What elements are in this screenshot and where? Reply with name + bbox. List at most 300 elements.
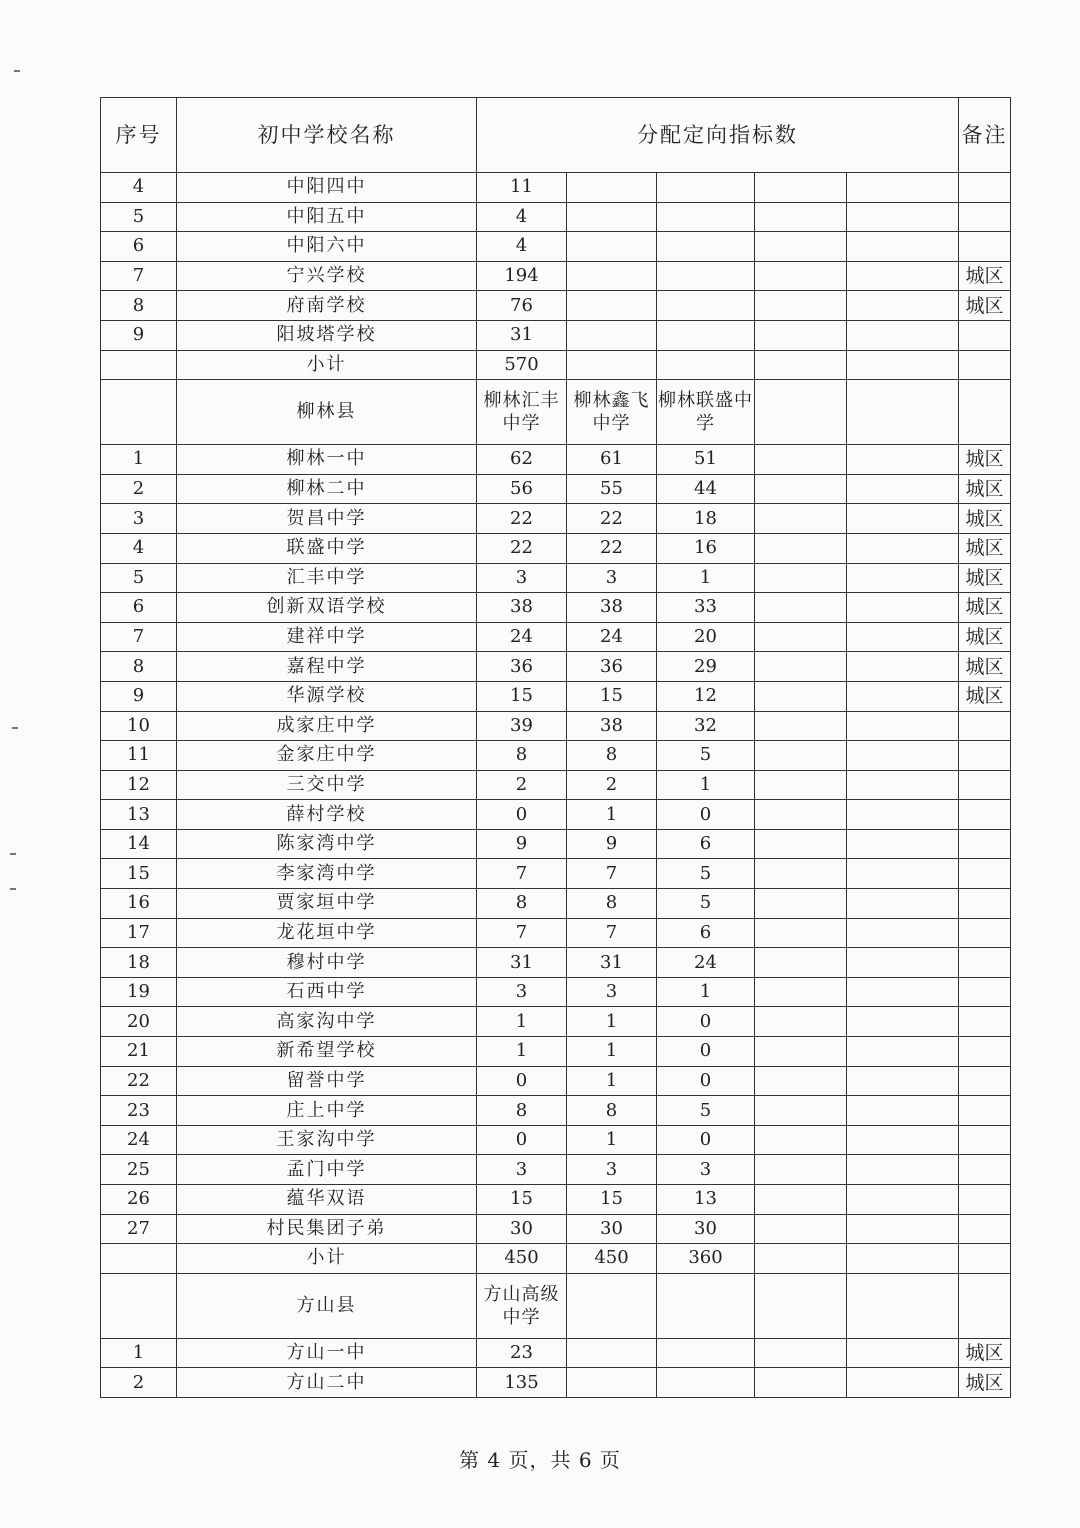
note-cell: 城区 bbox=[959, 1338, 1011, 1368]
row-index: 4 bbox=[101, 173, 177, 203]
quota-cell bbox=[567, 1368, 657, 1398]
school-name: 孟门中学 bbox=[177, 1155, 477, 1185]
quota-cell bbox=[847, 800, 959, 830]
quota-cell: 5 bbox=[657, 1096, 755, 1126]
quota-cell: 51 bbox=[657, 445, 755, 475]
quota-cell bbox=[567, 291, 657, 321]
row-index: 3 bbox=[101, 504, 177, 534]
note-cell bbox=[959, 1273, 1011, 1338]
quota-cell bbox=[847, 1185, 959, 1215]
quota-cell bbox=[847, 741, 959, 771]
quota-cell: 24 bbox=[477, 622, 567, 652]
senior-school-name bbox=[847, 1273, 959, 1338]
quota-cell: 38 bbox=[567, 711, 657, 741]
note-cell bbox=[959, 1096, 1011, 1126]
quota-cell: 18 bbox=[657, 504, 755, 534]
quota-cell: 135 bbox=[477, 1368, 567, 1398]
note-cell bbox=[959, 800, 1011, 830]
row-index: 21 bbox=[101, 1037, 177, 1067]
school-name: 村民集团子弟 bbox=[177, 1214, 477, 1244]
table-row bbox=[101, 563, 1011, 593]
quota-cell: 1 bbox=[657, 977, 755, 1007]
quota-cell bbox=[567, 202, 657, 232]
row-index: 12 bbox=[101, 770, 177, 800]
quota-cell: 0 bbox=[657, 1007, 755, 1037]
quota-cell bbox=[755, 1037, 847, 1067]
quota-cell: 9 bbox=[477, 829, 567, 859]
table-row bbox=[101, 711, 1011, 741]
quota-cell: 39 bbox=[477, 711, 567, 741]
school-name: 汇丰中学 bbox=[177, 563, 477, 593]
quota-cell bbox=[847, 1096, 959, 1126]
school-name: 创新双语学校 bbox=[177, 593, 477, 623]
quota-cell: 0 bbox=[657, 1066, 755, 1096]
quota-cell bbox=[755, 1066, 847, 1096]
school-name: 府南学校 bbox=[177, 291, 477, 321]
table-row bbox=[101, 1125, 1011, 1155]
scan-mark bbox=[10, 853, 16, 855]
note-cell bbox=[959, 889, 1011, 919]
county-name: 柳林县 bbox=[177, 380, 477, 445]
table-header-row bbox=[101, 98, 1011, 173]
school-name: 新希望学校 bbox=[177, 1037, 477, 1067]
quota-cell bbox=[755, 202, 847, 232]
table-row bbox=[101, 622, 1011, 652]
quota-cell bbox=[657, 350, 755, 380]
quota-cell bbox=[657, 1368, 755, 1398]
table-row bbox=[101, 859, 1011, 889]
quota-cell bbox=[847, 504, 959, 534]
quota-cell: 7 bbox=[567, 859, 657, 889]
quota-cell: 6 bbox=[657, 829, 755, 859]
quota-cell bbox=[657, 202, 755, 232]
school-name: 建祥中学 bbox=[177, 622, 477, 652]
school-name: 华源学校 bbox=[177, 681, 477, 711]
row-index bbox=[101, 1244, 177, 1274]
quota-cell: 450 bbox=[477, 1244, 567, 1274]
quota-cell bbox=[755, 948, 847, 978]
note-cell bbox=[959, 1185, 1011, 1215]
note-cell: 城区 bbox=[959, 261, 1011, 291]
table-row bbox=[101, 770, 1011, 800]
quota-cell bbox=[847, 977, 959, 1007]
quota-cell: 1 bbox=[567, 1037, 657, 1067]
row-index: 6 bbox=[101, 593, 177, 623]
table-row bbox=[101, 1368, 1011, 1398]
row-index: 25 bbox=[101, 1155, 177, 1185]
note-cell: 城区 bbox=[959, 593, 1011, 623]
quota-cell: 194 bbox=[477, 261, 567, 291]
school-name: 小计 bbox=[177, 350, 477, 380]
quota-cell: 31 bbox=[477, 320, 567, 350]
quota-cell bbox=[755, 1125, 847, 1155]
note-cell bbox=[959, 350, 1011, 380]
quota-cell: 8 bbox=[567, 741, 657, 771]
quota-cell bbox=[755, 741, 847, 771]
quota-cell bbox=[755, 1368, 847, 1398]
quota-cell: 31 bbox=[477, 948, 567, 978]
table-row bbox=[101, 1214, 1011, 1244]
quota-cell: 8 bbox=[477, 741, 567, 771]
quota-cell bbox=[755, 918, 847, 948]
quota-cell: 29 bbox=[657, 652, 755, 682]
quota-cell bbox=[567, 173, 657, 203]
school-name: 蕴华双语 bbox=[177, 1185, 477, 1215]
quota-cell: 76 bbox=[477, 291, 567, 321]
scan-mark bbox=[14, 70, 20, 72]
school-name: 方山一中 bbox=[177, 1338, 477, 1368]
note-cell bbox=[959, 320, 1011, 350]
quota-cell bbox=[755, 829, 847, 859]
row-index bbox=[101, 350, 177, 380]
quota-cell bbox=[847, 533, 959, 563]
quota-cell: 570 bbox=[477, 350, 567, 380]
quota-cell: 24 bbox=[567, 622, 657, 652]
quota-cell: 33 bbox=[657, 593, 755, 623]
row-index: 8 bbox=[101, 291, 177, 321]
quota-cell bbox=[755, 859, 847, 889]
row-index: 2 bbox=[101, 1368, 177, 1398]
row-index: 27 bbox=[101, 1214, 177, 1244]
school-name: 薛村学校 bbox=[177, 800, 477, 830]
scan-mark bbox=[12, 727, 18, 729]
quota-cell: 9 bbox=[567, 829, 657, 859]
table-row bbox=[101, 320, 1011, 350]
table-row bbox=[101, 1066, 1011, 1096]
quota-cell bbox=[755, 291, 847, 321]
quota-cell bbox=[847, 829, 959, 859]
quota-cell: 3 bbox=[657, 1155, 755, 1185]
quota-cell bbox=[755, 889, 847, 919]
quota-cell bbox=[847, 593, 959, 623]
table-row bbox=[101, 948, 1011, 978]
header-school-name: 初中学校名称 bbox=[177, 98, 477, 173]
quota-cell: 30 bbox=[477, 1214, 567, 1244]
school-name: 贾家垣中学 bbox=[177, 889, 477, 919]
quota-cell: 1 bbox=[477, 1037, 567, 1067]
quota-cell: 5 bbox=[657, 741, 755, 771]
table-row bbox=[101, 800, 1011, 830]
quota-cell bbox=[755, 1185, 847, 1215]
senior-school-name: 柳林汇丰中学 bbox=[477, 380, 567, 445]
quota-cell bbox=[847, 291, 959, 321]
row-index: 24 bbox=[101, 1125, 177, 1155]
quota-cell bbox=[755, 800, 847, 830]
quota-cell: 0 bbox=[657, 1037, 755, 1067]
senior-school-name: 柳林鑫飞中学 bbox=[567, 380, 657, 445]
quota-cell bbox=[847, 948, 959, 978]
quota-cell bbox=[755, 622, 847, 652]
note-cell: 城区 bbox=[959, 474, 1011, 504]
quota-cell bbox=[847, 1244, 959, 1274]
county-group-row bbox=[101, 1273, 1011, 1338]
quota-cell bbox=[847, 711, 959, 741]
header-index: 序号 bbox=[101, 98, 177, 173]
quota-cell: 5 bbox=[657, 889, 755, 919]
quota-cell: 56 bbox=[477, 474, 567, 504]
quota-cell bbox=[847, 889, 959, 919]
quota-cell bbox=[847, 622, 959, 652]
school-name: 庄上中学 bbox=[177, 1096, 477, 1126]
table-row bbox=[101, 504, 1011, 534]
quota-cell: 8 bbox=[567, 1096, 657, 1126]
row-index: 6 bbox=[101, 232, 177, 262]
quota-cell bbox=[755, 445, 847, 475]
quota-cell: 3 bbox=[477, 563, 567, 593]
note-cell bbox=[959, 380, 1011, 445]
school-name: 三交中学 bbox=[177, 770, 477, 800]
quota-cell: 36 bbox=[567, 652, 657, 682]
quota-cell: 0 bbox=[477, 1125, 567, 1155]
quota-cell bbox=[657, 173, 755, 203]
note-cell bbox=[959, 829, 1011, 859]
quota-cell: 0 bbox=[477, 800, 567, 830]
quota-cell bbox=[847, 1155, 959, 1185]
quota-cell bbox=[755, 1338, 847, 1368]
quota-cell: 16 bbox=[657, 533, 755, 563]
quota-cell bbox=[847, 859, 959, 889]
note-cell bbox=[959, 1244, 1011, 1274]
note-cell: 城区 bbox=[959, 291, 1011, 321]
scan-mark bbox=[10, 888, 16, 890]
quota-cell bbox=[567, 1338, 657, 1368]
school-name: 联盛中学 bbox=[177, 533, 477, 563]
quota-cell bbox=[755, 1096, 847, 1126]
quota-cell bbox=[755, 770, 847, 800]
table-row bbox=[101, 681, 1011, 711]
quota-cell: 4 bbox=[477, 232, 567, 262]
quota-cell: 4 bbox=[477, 202, 567, 232]
table-row bbox=[101, 829, 1011, 859]
quota-cell: 3 bbox=[477, 1155, 567, 1185]
row-index: 15 bbox=[101, 859, 177, 889]
school-name: 阳坡塔学校 bbox=[177, 320, 477, 350]
quota-cell: 31 bbox=[567, 948, 657, 978]
row-index: 18 bbox=[101, 948, 177, 978]
quota-cell bbox=[755, 320, 847, 350]
quota-cell: 8 bbox=[477, 1096, 567, 1126]
school-name: 穆村中学 bbox=[177, 948, 477, 978]
quota-cell bbox=[847, 1125, 959, 1155]
row-index: 26 bbox=[101, 1185, 177, 1215]
table-row bbox=[101, 652, 1011, 682]
quota-cell bbox=[567, 232, 657, 262]
school-name: 石西中学 bbox=[177, 977, 477, 1007]
quota-cell bbox=[847, 1066, 959, 1096]
quota-cell bbox=[755, 350, 847, 380]
school-name: 柳林一中 bbox=[177, 445, 477, 475]
table-row bbox=[101, 1007, 1011, 1037]
row-index: 8 bbox=[101, 652, 177, 682]
quota-cell bbox=[755, 504, 847, 534]
quota-cell: 7 bbox=[567, 918, 657, 948]
note-cell bbox=[959, 232, 1011, 262]
note-cell bbox=[959, 1214, 1011, 1244]
note-cell bbox=[959, 1007, 1011, 1037]
note-cell: 城区 bbox=[959, 533, 1011, 563]
quota-cell bbox=[847, 1007, 959, 1037]
quota-cell: 32 bbox=[657, 711, 755, 741]
quota-cell bbox=[755, 1007, 847, 1037]
quota-cell bbox=[847, 261, 959, 291]
quota-cell bbox=[567, 350, 657, 380]
quota-cell bbox=[755, 1214, 847, 1244]
quota-cell: 1 bbox=[567, 1125, 657, 1155]
row-index: 2 bbox=[101, 474, 177, 504]
row-index: 7 bbox=[101, 261, 177, 291]
county-group-row bbox=[101, 380, 1011, 445]
table-row bbox=[101, 1244, 1011, 1274]
quota-cell bbox=[657, 291, 755, 321]
table-row bbox=[101, 474, 1011, 504]
quota-cell: 8 bbox=[477, 889, 567, 919]
row-index: 9 bbox=[101, 681, 177, 711]
quota-cell: 1 bbox=[567, 1066, 657, 1096]
quota-cell: 8 bbox=[567, 889, 657, 919]
note-cell: 城区 bbox=[959, 622, 1011, 652]
quota-cell bbox=[755, 173, 847, 203]
quota-cell: 44 bbox=[657, 474, 755, 504]
quota-cell: 360 bbox=[657, 1244, 755, 1274]
quota-cell: 15 bbox=[477, 1185, 567, 1215]
quota-cell: 20 bbox=[657, 622, 755, 652]
table-row bbox=[101, 232, 1011, 262]
row-index: 23 bbox=[101, 1096, 177, 1126]
school-name: 陈家湾中学 bbox=[177, 829, 477, 859]
quota-cell: 0 bbox=[657, 1125, 755, 1155]
table-row bbox=[101, 1155, 1011, 1185]
quota-table bbox=[100, 97, 1011, 1398]
quota-cell bbox=[847, 1214, 959, 1244]
quota-cell: 55 bbox=[567, 474, 657, 504]
table-row bbox=[101, 445, 1011, 475]
note-cell bbox=[959, 859, 1011, 889]
quota-cell bbox=[567, 320, 657, 350]
note-cell: 城区 bbox=[959, 681, 1011, 711]
header-note: 备注 bbox=[959, 98, 1011, 173]
quota-cell bbox=[847, 1338, 959, 1368]
school-name: 中阳五中 bbox=[177, 202, 477, 232]
quota-cell: 3 bbox=[567, 563, 657, 593]
senior-school-name: 方山高级中学 bbox=[477, 1273, 567, 1338]
quota-cell: 0 bbox=[477, 1066, 567, 1096]
quota-cell: 24 bbox=[657, 948, 755, 978]
school-name: 中阳四中 bbox=[177, 173, 477, 203]
table-row bbox=[101, 593, 1011, 623]
quota-cell bbox=[755, 593, 847, 623]
table-row bbox=[101, 202, 1011, 232]
row-index: 19 bbox=[101, 977, 177, 1007]
table-row bbox=[101, 977, 1011, 1007]
senior-school-name bbox=[567, 1273, 657, 1338]
senior-school-name: 柳林联盛中学 bbox=[657, 380, 755, 445]
table-row bbox=[101, 741, 1011, 771]
quota-cell: 3 bbox=[567, 1155, 657, 1185]
table-row bbox=[101, 350, 1011, 380]
note-cell bbox=[959, 770, 1011, 800]
quota-cell: 3 bbox=[477, 977, 567, 1007]
quota-cell: 61 bbox=[567, 445, 657, 475]
quota-cell: 36 bbox=[477, 652, 567, 682]
quota-cell: 1 bbox=[477, 1007, 567, 1037]
school-name: 成家庄中学 bbox=[177, 711, 477, 741]
table-row bbox=[101, 1185, 1011, 1215]
row-index bbox=[101, 380, 177, 445]
quota-cell: 15 bbox=[567, 1185, 657, 1215]
quota-cell bbox=[847, 563, 959, 593]
quota-cell bbox=[847, 445, 959, 475]
quota-cell: 2 bbox=[477, 770, 567, 800]
quota-cell: 11 bbox=[477, 173, 567, 203]
table-row bbox=[101, 261, 1011, 291]
quota-cell: 38 bbox=[567, 593, 657, 623]
note-cell: 城区 bbox=[959, 504, 1011, 534]
table-row bbox=[101, 173, 1011, 203]
note-cell: 城区 bbox=[959, 1368, 1011, 1398]
quota-cell: 38 bbox=[477, 593, 567, 623]
school-name: 宁兴学校 bbox=[177, 261, 477, 291]
quota-cell bbox=[755, 681, 847, 711]
quota-cell bbox=[755, 711, 847, 741]
quota-cell bbox=[755, 977, 847, 1007]
quota-cell: 30 bbox=[657, 1214, 755, 1244]
senior-school-name bbox=[657, 1273, 755, 1338]
table-row bbox=[101, 533, 1011, 563]
quota-cell bbox=[567, 261, 657, 291]
row-index: 11 bbox=[101, 741, 177, 771]
note-cell bbox=[959, 741, 1011, 771]
quota-cell: 7 bbox=[477, 859, 567, 889]
quota-cell bbox=[847, 681, 959, 711]
school-name: 李家湾中学 bbox=[177, 859, 477, 889]
quota-cell: 30 bbox=[567, 1214, 657, 1244]
quota-cell: 2 bbox=[567, 770, 657, 800]
quota-cell bbox=[847, 320, 959, 350]
row-index: 10 bbox=[101, 711, 177, 741]
senior-school-name bbox=[755, 1273, 847, 1338]
quota-cell bbox=[755, 563, 847, 593]
table-row bbox=[101, 1338, 1011, 1368]
school-name: 高家沟中学 bbox=[177, 1007, 477, 1037]
row-index: 5 bbox=[101, 563, 177, 593]
quota-cell: 1 bbox=[657, 770, 755, 800]
note-cell bbox=[959, 948, 1011, 978]
school-name: 金家庄中学 bbox=[177, 741, 477, 771]
quota-cell: 1 bbox=[657, 563, 755, 593]
row-index bbox=[101, 1273, 177, 1338]
quota-cell: 6 bbox=[657, 918, 755, 948]
quota-cell: 0 bbox=[657, 800, 755, 830]
quota-cell bbox=[657, 232, 755, 262]
quota-cell bbox=[755, 652, 847, 682]
quota-cell bbox=[847, 474, 959, 504]
note-cell bbox=[959, 1125, 1011, 1155]
quota-cell: 13 bbox=[657, 1185, 755, 1215]
table-row bbox=[101, 889, 1011, 919]
school-name: 龙花垣中学 bbox=[177, 918, 477, 948]
quota-cell bbox=[847, 1368, 959, 1398]
row-index: 16 bbox=[101, 889, 177, 919]
quota-cell: 22 bbox=[477, 533, 567, 563]
note-cell bbox=[959, 202, 1011, 232]
quota-cell bbox=[657, 1338, 755, 1368]
quota-cell bbox=[847, 918, 959, 948]
quota-cell bbox=[847, 770, 959, 800]
note-cell: 城区 bbox=[959, 563, 1011, 593]
note-cell bbox=[959, 1066, 1011, 1096]
row-index: 7 bbox=[101, 622, 177, 652]
quota-cell bbox=[847, 232, 959, 262]
